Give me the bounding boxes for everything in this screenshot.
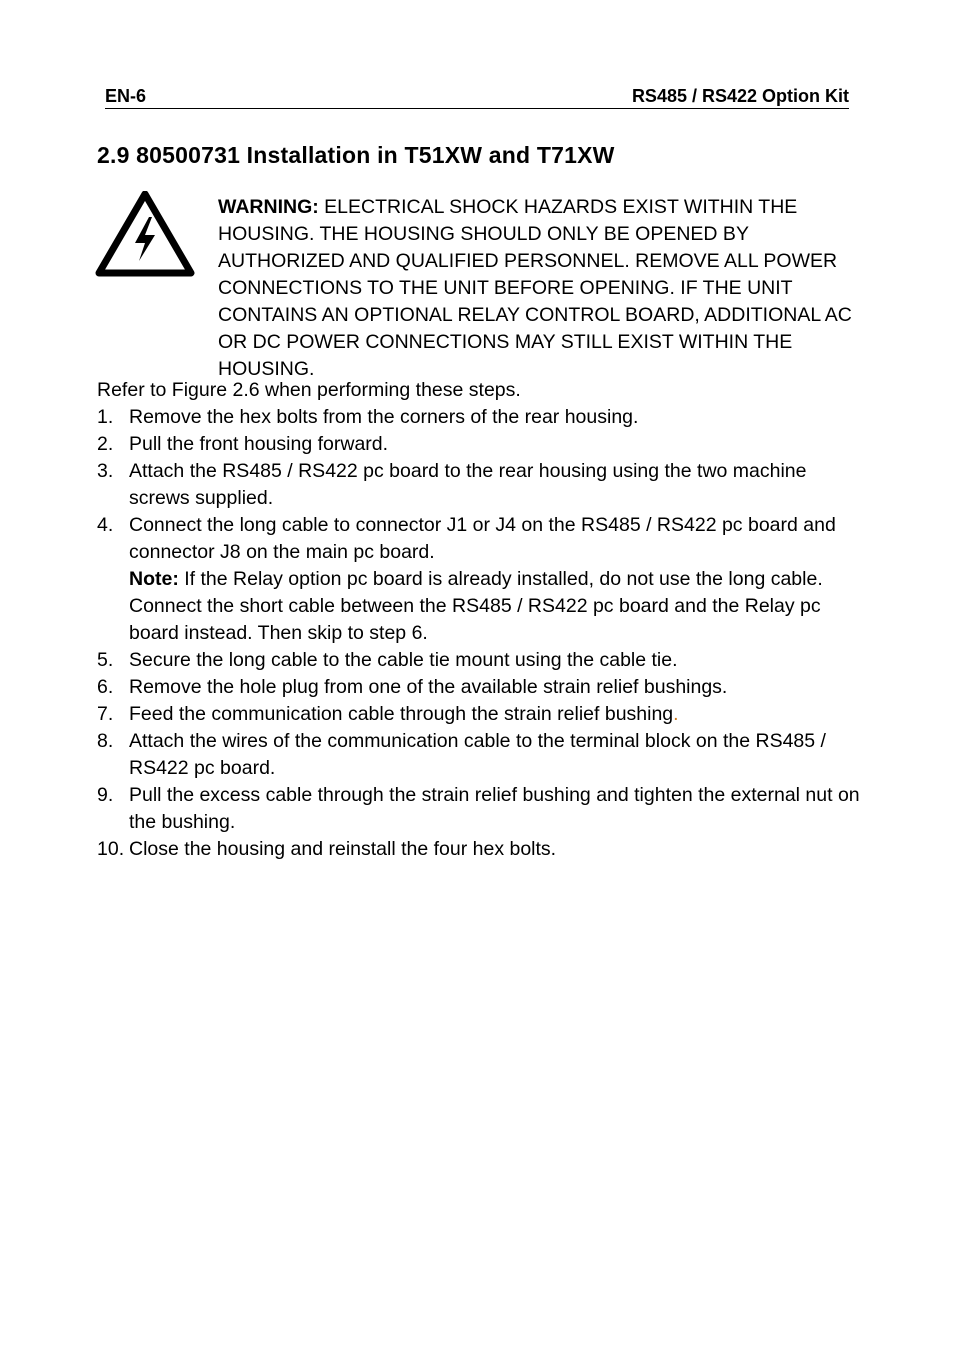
warning-label: WARNING: <box>218 196 319 218</box>
step-number: 2. <box>97 433 114 455</box>
section-title: 2.9 80500731 Installation in T51XW and T71XW <box>97 142 615 168</box>
step-text: Feed the communication cable through the strain relief bushing <box>129 703 674 725</box>
intro-text: Refer to Figure 2.6 when performing these steps. <box>97 379 521 401</box>
step-text: Secure the long cable to the cable tie mount using the cable tie. <box>129 649 678 671</box>
warning-text <box>218 194 863 383</box>
procedure <box>97 377 862 863</box>
step-text: Connect the long cable to connector J1 or J4 on the RS485 / RS422 pc board and connector J8 on the main pc board. <box>129 514 836 563</box>
note-text: If the Relay option pc board is already installed, do not use the long cable. Connect the short cable between the RS485 / RS422 pc board and the Relay pc board instead. Then skip to step 6. <box>129 568 823 644</box>
step-text: Attach the wires of the communication cable to the terminal block on the RS485 / RS422 pc board. <box>129 730 826 779</box>
step-number: 7. <box>97 703 114 725</box>
electrical-shock-warning-icon <box>95 191 195 277</box>
step-number: 1. <box>97 406 114 428</box>
step-text: Remove the hole plug from one of the available strain relief bushings. <box>129 676 728 698</box>
list-item <box>97 728 862 782</box>
step-text: Remove the hex bolts from the corners of the rear housing. <box>129 406 639 428</box>
step-text: Pull the front housing forward. <box>129 433 389 455</box>
page-header <box>105 84 849 109</box>
list-item <box>97 458 862 512</box>
step-text: Close the housing and reinstall the four hex bolts. <box>129 838 557 860</box>
list-item <box>97 404 862 431</box>
step-number: 8. <box>97 730 114 752</box>
list-item <box>97 701 862 728</box>
list-item <box>97 836 862 863</box>
step-number: 5. <box>97 649 114 671</box>
warning-body: ELECTRICAL SHOCK HAZARDS EXIST WITHIN THE HOUSING. THE HOUSING SHOULD ONLY BE OPENED BY AUTHORIZED AND QUALIFIED PERSONNEL. REMOVE ALL POWER CONNECTIONS TO THE UNIT BEFORE OPENING. IF THE UNIT CONTAINS AN OPTIONAL RELAY CONTROL BOARD, ADDITIONAL AC OR DC POWER CONNECTIONS MAY STILL EXIST WITHIN THE HOUSING. <box>218 196 852 380</box>
step-number: 6. <box>97 676 114 698</box>
page-number: EN-6 <box>105 86 147 106</box>
step-list <box>97 404 862 863</box>
step-trailing-period: . <box>673 703 679 725</box>
step-number: 4. <box>97 514 114 536</box>
list-item <box>97 431 862 458</box>
step-number: 3. <box>97 460 114 482</box>
list-item <box>97 674 862 701</box>
list-item <box>97 647 862 674</box>
step-text: Attach the RS485 / RS422 pc board to the rear housing using the two machine screws supplied. <box>129 460 807 509</box>
step-text: Pull the excess cable through the strain relief bushing and tighten the external nut on the bushing. <box>129 784 860 833</box>
note-label: Note: <box>129 568 179 590</box>
step-number: 9. <box>97 784 114 806</box>
list-item <box>97 782 862 836</box>
list-item <box>97 512 862 647</box>
step-number: 10. <box>97 838 125 860</box>
document-title: RS485 / RS422 Option Kit <box>631 86 849 106</box>
